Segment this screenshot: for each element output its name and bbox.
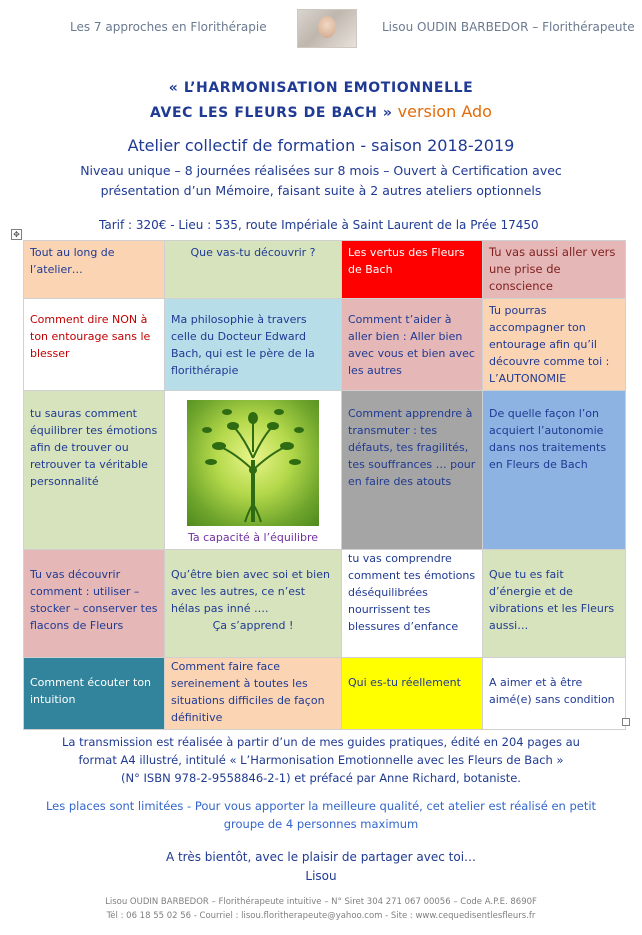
guide-line-2: format A4 illustré, intitulé « L’Harmonisation Emotionnelle avec les Fleurs de Bach » (78, 753, 564, 767)
subtitle-details-line-1: Niveau unique – 8 journées réalisées sur 8 mois – Ouvert à Certification avec (80, 163, 562, 178)
cell-r1-c4: Tu vas aussi aller vers une prise de conscience (483, 241, 626, 299)
header-right-text: Lisou OUDIN BARBEDOR – Florithérapeute (382, 20, 635, 34)
tarif-text: Tarif : 320€ - Lieu : 535, route Impériale à Saint Laurent de la Prée 17450 (99, 218, 539, 232)
page-header (0, 0, 642, 50)
table-resize-handle-icon[interactable] (622, 718, 630, 726)
closing-signature: Lisou (305, 869, 337, 883)
title-version: version Ado (392, 102, 492, 121)
cell-r4-c2-emphasis: Ça s’apprend ! (212, 619, 294, 632)
closing-line-1: A très bientôt, avec le plaisir de partager avec toi… (165, 850, 477, 864)
title-line-1: « L’HARMONISATION EMOTIONNELLE (168, 80, 474, 96)
author-photo (297, 9, 357, 48)
header-left-text: Les 7 approches en Florithérapie (70, 20, 267, 34)
cell-r5-c3: Qui es-tu réellement (342, 658, 483, 730)
cell-r1-c1: Tout au long de l’atelier… (24, 241, 165, 299)
cell-r5-c4: A aimer et à être aimé(e) sans condition (483, 658, 626, 730)
tree-illustration (187, 400, 319, 526)
footer-line-1: Lisou OUDIN BARBEDOR – Florithérapeute intuitive – N° Siret 304 271 067 00056 – Code A.P.E. 8690F (105, 897, 537, 907)
cell-r3-c1: tu sauras comment équilibrer tes émotions afin de trouver ou retrouver ta véritable personnalité (24, 391, 165, 550)
subtitle-workshop: Atelier collectif de formation - saison 2018-2019 (127, 136, 515, 155)
program-grid (23, 240, 626, 730)
cell-r3-c4: De quelle façon l’on acquiert l’autonomie dans nos traitements en Fleurs de Bach (483, 391, 626, 550)
cell-r3-c2 (165, 391, 342, 550)
places-line-1: Les places sont limitées - Pour vous apporter la meilleure qualité, cet atelier est réalisé en petit (45, 799, 597, 813)
cell-r5-c2: Comment faire face sereinement à toutes les situations difficiles de façon définitive (165, 658, 342, 730)
footer-line-2: Tél : 06 18 55 02 56 - Courriel : lisou.floritherapeute@yahoo.com - Site : www.cequedisentlesfleurs.fr (106, 911, 536, 921)
places-paragraph (0, 797, 642, 833)
subtitle-details-line-2: présentation d’un Mémoire, faisant suite à 2 autres ateliers optionnels (100, 183, 542, 198)
guide-line-3: (N° ISBN 978-2-9558846-2-1) et préfacé par Anne Richard, botaniste. (121, 771, 521, 785)
cell-r4-c2-text: Qu’être bien avec soi et bien avec les autres, ce n’est hélas pas inné …. (171, 568, 330, 615)
cell-r2-c4: Tu pourras accompagner ton entourage afin qu’il découvre comme toi : L’AUTONOMIE (483, 299, 626, 391)
cell-r1-c2: Que vas-tu découvrir ? (165, 241, 342, 299)
places-line-2: groupe de 4 personnes maximum (223, 817, 419, 831)
cell-r2-c2: Ma philosophie à travers celle du Docteur Edward Bach, qui est le père de la florithérapie (165, 299, 342, 391)
cell-r3-c3: Comment apprendre à transmuter : tes défauts, tes fragilités, tes souffrances … pour en faire des atouts (342, 391, 483, 550)
cell-r5-c1: Comment écouter ton intuition (24, 658, 165, 730)
table-move-handle-icon[interactable]: ✥ (11, 229, 22, 240)
cell-r2-c1: Comment dire NON à ton entourage sans le blesser (24, 299, 165, 391)
cell-r4-c3: tu vas comprendre comment tes émotions déséquilibrées nourrissent tes blessures d’enfance (342, 550, 483, 658)
guide-paragraph (0, 733, 642, 787)
cell-r4-c4: Que tu es fait d’énergie et de vibrations et les Fleurs aussi… (483, 550, 626, 658)
cell-r4-c1: Tu vas découvrir comment : utiliser – stocker – conserver tes flacons de Fleurs (24, 550, 165, 658)
title-line-2-main: AVEC LES FLEURS DE BACH » (150, 105, 393, 121)
subtitle-details (0, 161, 642, 201)
closing-paragraph (0, 848, 642, 886)
tree-caption: Ta capacité à l’équilibre (187, 531, 319, 544)
title-line-2 (0, 102, 642, 121)
guide-line-1: La transmission est réalisée à partir d’un de mes guides pratiques, édité en 204 pages au (62, 735, 580, 749)
cell-r2-c3: Comment t’aider à aller bien : Aller bien avec vous et bien avec les autres (342, 299, 483, 391)
cell-r4-c2 (165, 550, 342, 658)
cell-r1-c3: Les vertus des Fleurs de Bach (342, 241, 483, 299)
